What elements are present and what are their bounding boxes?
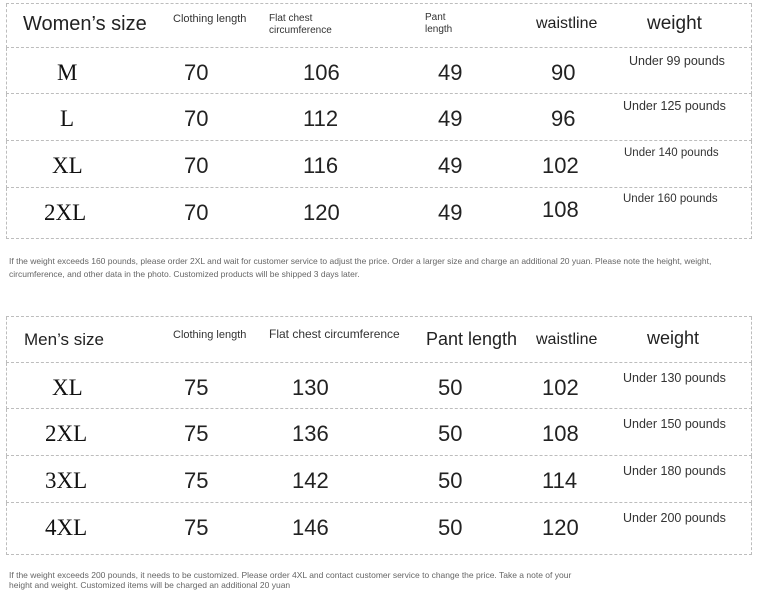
table-row (6, 188, 752, 239)
chest-cell: 136 (292, 421, 329, 446)
pant-cell: 50 (438, 421, 463, 446)
size-cell: 3XL (45, 468, 88, 493)
length-column-header: Clothing length (173, 13, 247, 25)
waist-cell: 108 (542, 421, 579, 446)
chest-cell: 112 (303, 106, 339, 131)
chest-cell: 142 (292, 468, 329, 493)
men-size-note (9, 570, 744, 590)
chest-header-line-1: Flat chest (269, 13, 313, 24)
table-row (6, 48, 752, 94)
size-cell: 2XL (44, 200, 87, 225)
table-header-row (6, 4, 752, 48)
length-cell: 70 (184, 153, 209, 178)
chest-cell: 130 (292, 375, 329, 400)
waist-cell: 108 (542, 197, 579, 222)
weight-column-header: weight (647, 328, 700, 348)
length-cell: 75 (184, 468, 209, 493)
waist-column-header: waistline (536, 15, 598, 32)
weight-cell: Under 150 pounds (623, 417, 726, 431)
weight-cell: Under 99 pounds (629, 54, 725, 68)
men-size-table (6, 316, 752, 555)
chest-cell: 146 (292, 515, 329, 540)
size-column-header: Men’s size (24, 330, 104, 349)
table-row (6, 363, 752, 409)
weight-column-header: weight (647, 13, 702, 34)
size-cell: 4XL (45, 515, 88, 540)
waist-cell: 120 (542, 515, 579, 540)
table-row (6, 94, 752, 141)
pant-cell: 49 (438, 200, 463, 225)
weight-cell: Under 200 pounds (623, 511, 726, 525)
table-row (6, 409, 752, 456)
length-cell: 75 (184, 421, 209, 446)
men-note-line-1: If the weight exceeds 200 pounds, it needs to be customized. Please order 4XL and contact customer service to change the price. Take a note of your (9, 570, 572, 580)
size-cell: 2XL (45, 421, 88, 446)
waist-cell: 102 (542, 153, 579, 178)
men-note-line-2: height and weight. Customized items will be charged an additional 20 yuan (9, 580, 291, 590)
table-header-row (6, 317, 752, 363)
women-size-note: If the weight exceeds 160 pounds, please order 2XL and wait for customer service to adjust the price. Order a larger size and charge an additional 20 yuan. Please note the height, weight, circumference, and other data in the photo. Customized products will be shipped 3 days later. (9, 256, 712, 279)
length-cell: 70 (184, 60, 209, 85)
length-cell: 75 (184, 515, 209, 540)
women-size-table (6, 3, 752, 239)
size-column-header: Women’s size (23, 13, 147, 35)
chest-header-line-2: circumference (269, 25, 332, 36)
pant-column-header (425, 12, 452, 36)
pant-header-line-1: Pant (425, 12, 446, 23)
pant-header-line-2: length (425, 24, 453, 35)
waist-column-header: waistline (536, 331, 598, 348)
weight-cell: Under 180 pounds (623, 464, 726, 478)
pant-cell: 50 (438, 375, 463, 400)
length-cell: 70 (184, 200, 209, 225)
weight-cell: Under 160 pounds (623, 193, 718, 205)
waist-cell: 114 (542, 468, 578, 493)
pant-column-header: Pant length (426, 329, 518, 349)
length-column-header: Clothing length (173, 329, 247, 341)
size-cell: XL (52, 153, 83, 178)
size-cell: M (57, 60, 78, 85)
waist-cell: 96 (551, 106, 576, 131)
weight-cell: Under 130 pounds (623, 371, 726, 385)
length-cell: 75 (184, 375, 209, 400)
table-row (6, 141, 752, 188)
weight-cell: Under 140 pounds (624, 147, 719, 159)
chest-cell: 106 (303, 60, 340, 85)
pant-cell: 50 (438, 515, 463, 540)
waist-cell: 102 (542, 375, 579, 400)
table-row (6, 503, 752, 555)
chest-column-header (269, 13, 332, 37)
chest-column-header: Flat chest circumference (269, 327, 400, 341)
table-row (6, 456, 752, 503)
pant-cell: 49 (438, 153, 463, 178)
size-cell: L (60, 106, 75, 131)
chest-cell: 120 (303, 200, 340, 225)
pant-cell: 49 (438, 106, 463, 131)
pant-cell: 49 (438, 60, 463, 85)
weight-cell: Under 125 pounds (623, 99, 726, 113)
size-cell: XL (52, 375, 83, 400)
length-cell: 70 (184, 106, 209, 131)
pant-cell: 50 (438, 468, 463, 493)
chest-cell: 116 (303, 153, 339, 178)
waist-cell: 90 (551, 60, 576, 85)
